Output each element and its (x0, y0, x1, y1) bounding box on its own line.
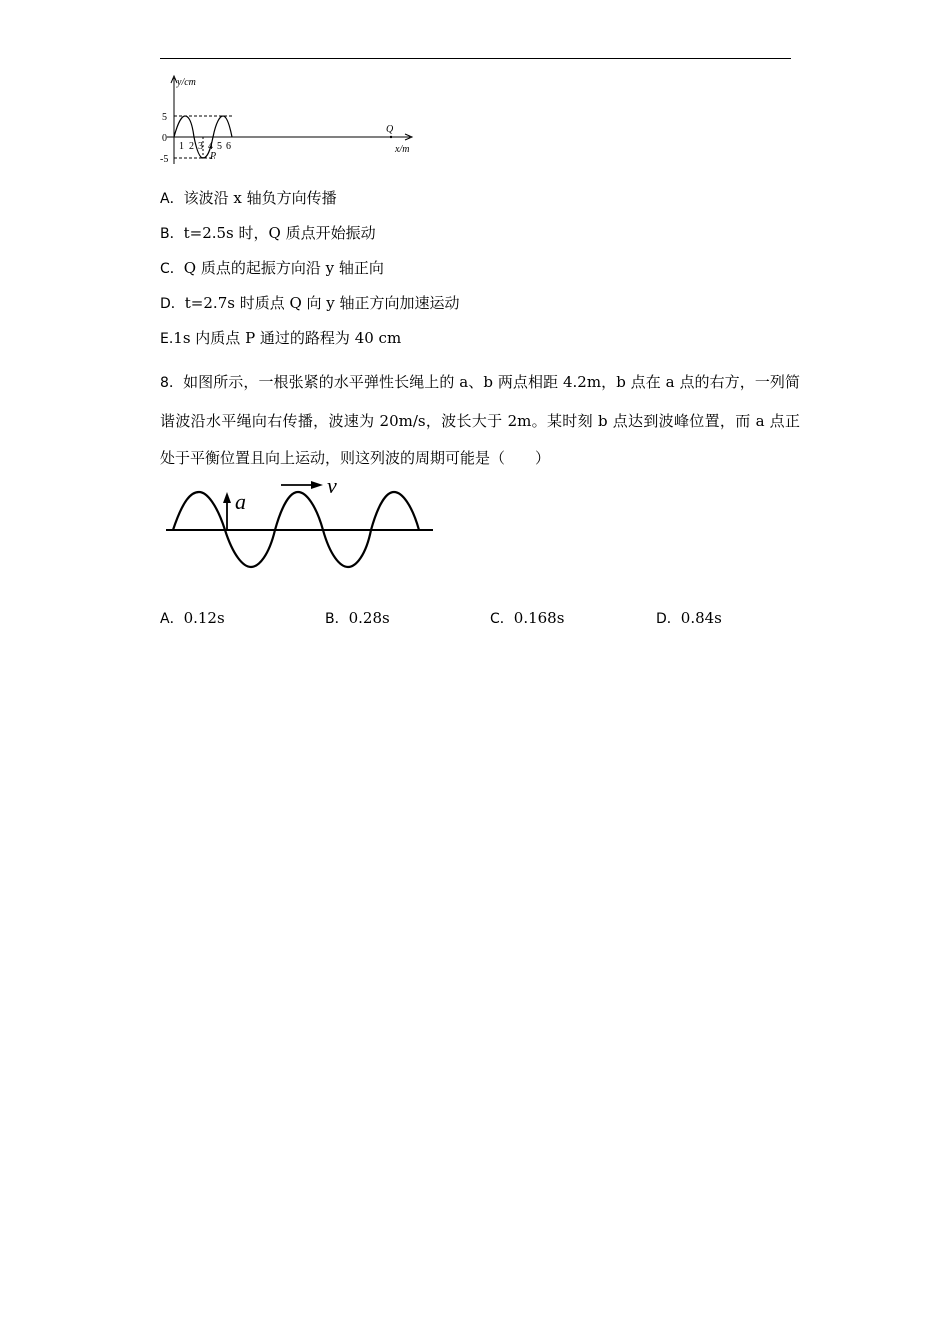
q8-option-d: D．0.84s (656, 609, 722, 627)
q8-option-b: B．0.28s (325, 609, 390, 627)
q7-option-c: C．Q 质点的起振方向沿 y 轴正向 (160, 259, 384, 277)
q7-option-d: D．t=2.7s 时质点 Q 向 y 轴正方向加速运动 (160, 294, 460, 312)
q7-option-a: A．该波沿 x 轴负方向传播 (160, 189, 337, 207)
question-number: 8． (160, 375, 184, 391)
x-tick: 4 (208, 141, 213, 152)
point-a-label: a (235, 489, 246, 514)
q7-option-e: E.1s 内质点 P 通过的路程为 40 cm (160, 329, 402, 347)
q8-option-b-value: 0.28s (348, 609, 390, 627)
wave-graph-figure (157, 72, 419, 170)
q7-option-c-text: Q 质点的起振方向沿 y 轴正向 (183, 259, 384, 277)
q7-option-b: B．t=2.5s 时，Q 质点开始振动 (160, 224, 376, 242)
y-tick: -5 (160, 154, 169, 165)
question-8-text: 如图所示，一根张紧的水平弹性长绳上的 a、b 两点相距 4.2m，b 点在 a 点的右方，一列简谐波沿水平绳向右传播，波速为 20m/s，波长大于 2m。某时刻 b 点达到波峰位置，而 a 点正处于平衡位置且向上运动，则这列波的周期可能是（ ） (160, 373, 800, 467)
point-p-label: P (210, 151, 217, 162)
x-tick: 1 (179, 141, 184, 152)
q7-option-d-text: t=2.7s 时质点 Q 向 y 轴正方向加速运动 (184, 294, 460, 312)
header-rule (160, 58, 791, 59)
point-q-label: Q (386, 124, 394, 135)
q8-option-d-value: 0.84s (680, 609, 722, 627)
y-tick: 0 (162, 133, 167, 144)
q8-option-c: C．0.168s (490, 609, 565, 627)
q7-option-e-text: 1s 内质点 P 通过的路程为 40 cm (173, 329, 402, 347)
x-tick: 2 (189, 141, 194, 152)
x-tick: 3 (198, 141, 203, 152)
velocity-arrowhead (311, 481, 323, 489)
y-tick: 5 (162, 112, 167, 123)
x-axis-label: x/m (395, 144, 410, 155)
q7-option-b-text: t=2.5s 时，Q 质点开始振动 (183, 224, 376, 242)
point-q (390, 136, 392, 138)
q7-option-a-text: 该波沿 x 轴负方向传播 (183, 189, 337, 207)
x-tick: 6 (226, 141, 231, 152)
q8-option-a: A．0.12s (160, 609, 225, 627)
x-tick: 5 (217, 141, 222, 152)
y-axis-label: y/cm (177, 77, 196, 88)
velocity-label: v (327, 475, 337, 498)
question-8 (160, 364, 800, 478)
rope-wave-figure (163, 475, 438, 575)
q8-option-c-value: 0.168s (513, 609, 565, 627)
q8-option-a-value: 0.12s (183, 609, 225, 627)
point-a-arrowhead (223, 492, 231, 503)
